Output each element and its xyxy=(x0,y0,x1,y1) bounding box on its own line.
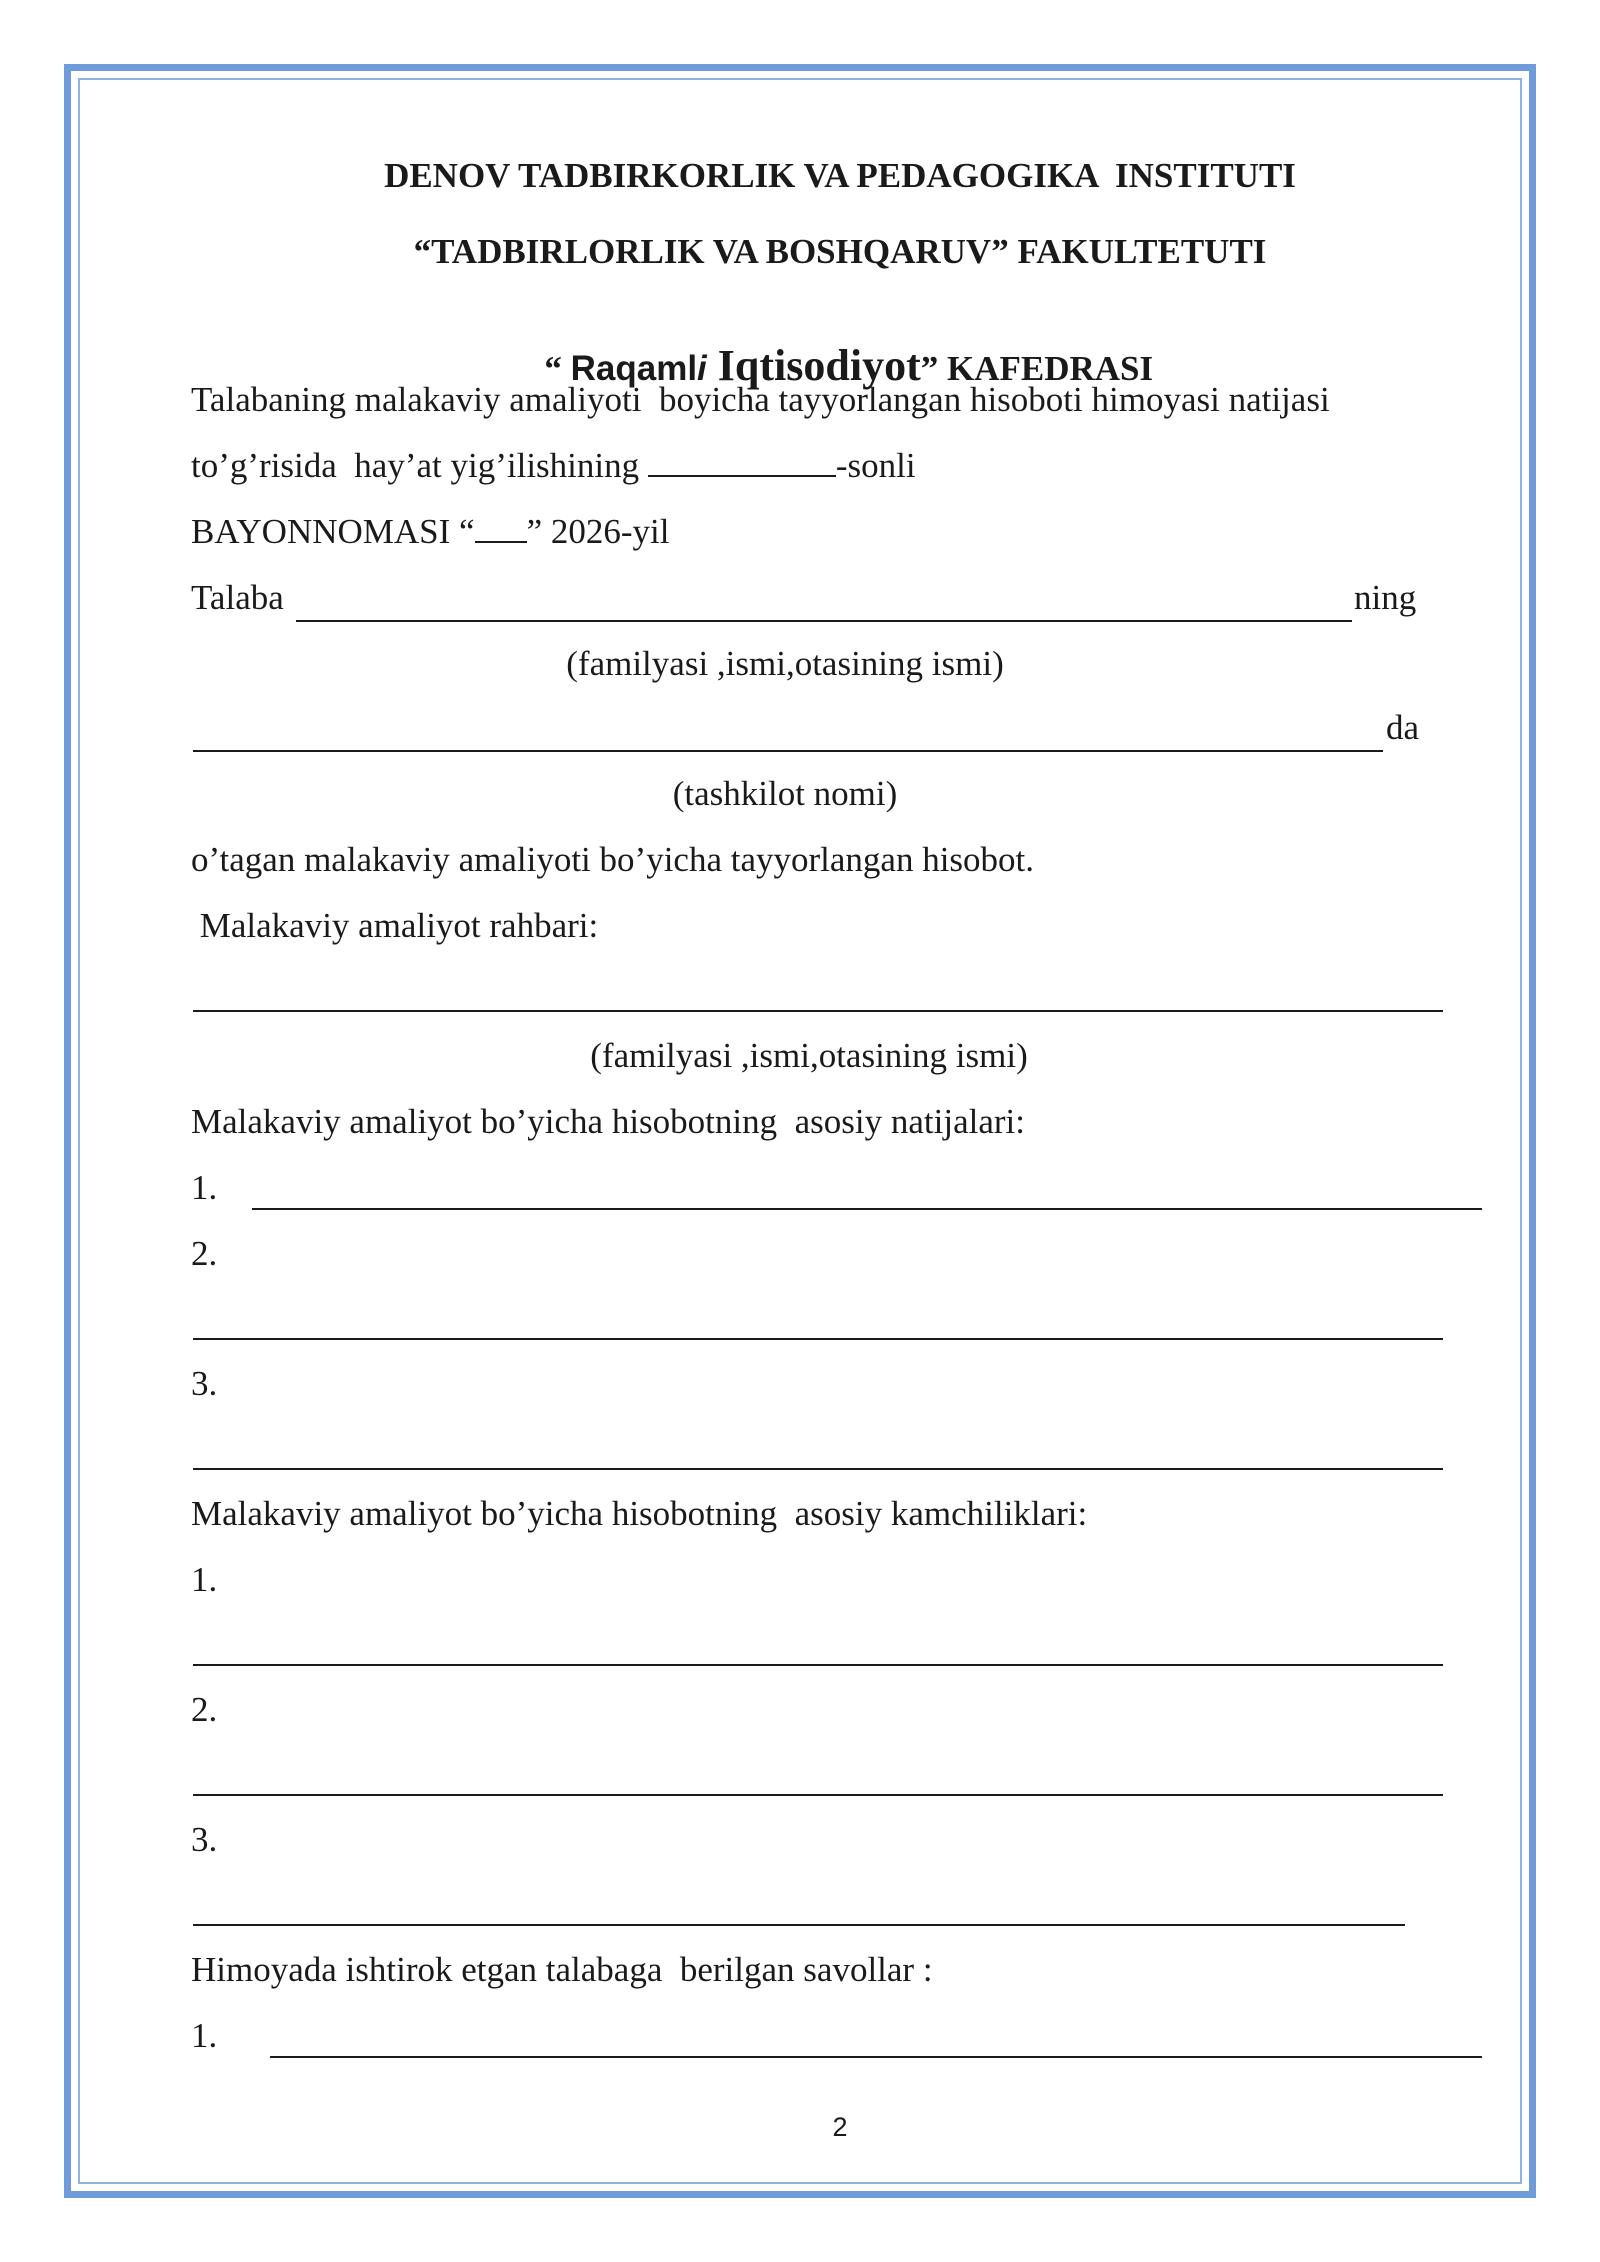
results-heading: Malakaviy amaliyot bo’yicha hisobotning asosiy natijalari: xyxy=(191,1102,1025,1141)
results-item-2-number: 2. xyxy=(191,1234,218,1273)
questions-item-1-blank[interactable] xyxy=(270,2056,1482,2058)
organization-suffix: da xyxy=(1386,708,1420,747)
intro-line-3 xyxy=(191,510,669,554)
institute-title: DENOV TADBIRKORLIK VA PEDAGOGIKA INSTITUTI xyxy=(384,156,1296,195)
date-day-blank[interactable] xyxy=(475,513,527,543)
supervisor-caption: (familyasi ,ismi,otasining ismi) xyxy=(590,1036,1028,1075)
faculty-title: “TADBIRLORLIK VA BOSHQARUV” FAKULTETUTI xyxy=(413,232,1267,271)
dept-word-raqaml: Raqaml xyxy=(570,349,698,388)
intro-line-2 xyxy=(191,444,916,488)
results-item-1-number: 1. xyxy=(191,1168,218,1207)
questions-item-1-number: 1. xyxy=(191,2016,218,2055)
shortcomings-heading: Malakaviy amaliyot bo’yicha hisobotning asosiy kamchiliklari: xyxy=(191,1494,1088,1533)
results-item-3-blank[interactable] xyxy=(193,1468,1443,1470)
dept-suffix: ” KAFEDRASI xyxy=(920,349,1154,388)
results-item-1-blank[interactable] xyxy=(252,1208,1482,1210)
dept-word-iqtisodiyot: Iqtisodiyot xyxy=(706,341,921,390)
questions-heading: Himoyada ishtirok etgan talabaga berilgan savollar : xyxy=(191,1950,933,1989)
dept-word-i-italic: i xyxy=(697,349,707,388)
student-caption: (familyasi ,ismi,otasining ismi) xyxy=(566,644,1004,683)
shortcomings-item-1-blank[interactable] xyxy=(193,1664,1443,1666)
organization-blank[interactable] xyxy=(193,750,1383,752)
intro-line-3-suffix: ” 2026-yil xyxy=(526,512,670,551)
results-item-3-number: 3. xyxy=(191,1364,218,1403)
shortcomings-item-2-blank[interactable] xyxy=(193,1794,1443,1796)
protocol-number-blank[interactable] xyxy=(648,447,836,477)
student-suffix: ning xyxy=(1354,578,1417,617)
intro-line-2-prefix: to’g’risida hay’at yig’ilishining xyxy=(191,446,648,485)
shortcomings-item-2-number: 2. xyxy=(191,1690,218,1729)
student-label: Talaba xyxy=(191,578,284,617)
supervisor-name-blank[interactable] xyxy=(193,1010,1443,1012)
dept-open-quote: “ xyxy=(544,349,571,388)
practice-line: o’tagan malakaviy amaliyoti bo’yicha tayyorlangan hisobot. xyxy=(191,840,1035,879)
shortcomings-item-3-number: 3. xyxy=(191,1820,218,1859)
supervisor-label: Malakaviy amaliyot rahbari: xyxy=(191,906,599,945)
results-item-2-blank[interactable] xyxy=(193,1338,1443,1340)
intro-line-3-prefix: BAYONNOMASI “ xyxy=(191,512,475,551)
shortcomings-item-1-number: 1. xyxy=(191,1560,218,1599)
intro-line-2-suffix: -sonli xyxy=(835,446,916,485)
intro-line-1: Talabaning malakaviy amaliyoti boyicha tayyorlangan hisoboti himoyasi natijasi xyxy=(191,380,1330,419)
page-number: 2 xyxy=(832,2112,848,2142)
student-name-blank[interactable] xyxy=(296,620,1352,622)
organization-caption: (tashkilot nomi) xyxy=(672,774,898,813)
shortcomings-item-3-blank[interactable] xyxy=(193,1924,1405,1926)
